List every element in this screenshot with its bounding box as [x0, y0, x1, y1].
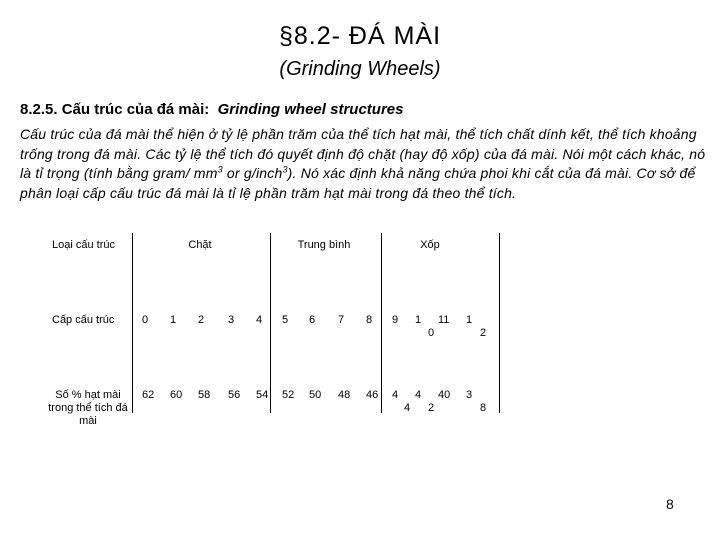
percent-cell: 54 [256, 389, 269, 401]
percent-cell: 3 [466, 389, 473, 401]
percent-cell: 4 [415, 389, 422, 401]
page-number: 8 [666, 496, 674, 512]
level-cell: 4 [256, 314, 263, 326]
level-cell: 11 [438, 314, 450, 326]
header-type-label: Loại cấu trúc [52, 239, 115, 251]
paragraph-text-1: Cấu trúc của đá mài thể hiện ở tỷ lệ phần trăm của thể tích hạt mài, thể tích chất dính kết, thể tích khoảng trống trong đá mài. Các tỷ lệ thể tích đó quyết định độ chặt (hay độ xốp) của đá mài. Nói một cách khác, nó là tỉ trọng (tính bằng gram/ mm [20, 126, 706, 181]
header-medium: Trung bình [297, 239, 351, 251]
percent-cell: 50 [309, 389, 322, 401]
percent-cell: 46 [366, 389, 379, 401]
table-divider [132, 233, 133, 413]
superscript-1: 3 [217, 164, 223, 175]
table-divider [499, 233, 500, 413]
level-cell: 8 [366, 314, 373, 326]
level-cell: 6 [309, 314, 316, 326]
paragraph-text-3: ). Nó xác định khả năng chứa phoi khi cắt của đá mài. Cơ sở để phân loại cấp cấu trúc đá mài là tỉ lệ phần trăm hạt mài trong đá theo thể tích. [20, 165, 696, 201]
level-cell-wrap: 2 [480, 327, 487, 339]
section-english-title: Grinding wheel structures [217, 101, 404, 118]
percent-cell: 4 [392, 389, 399, 401]
percent-cell-wrap: 2 [428, 402, 435, 414]
table-divider [270, 233, 271, 413]
page-title: §8.2- ĐÁ MÀI [278, 22, 442, 50]
header-dense: Chặt [188, 239, 212, 251]
level-cell: 1 [170, 314, 177, 326]
level-cell: 2 [198, 314, 205, 326]
percent-cell-wrap: 4 [404, 402, 411, 414]
percent-cell-wrap: 8 [480, 402, 487, 414]
level-cell: 1 [415, 314, 422, 326]
superscript-2: 3 [282, 164, 288, 175]
level-cell: 7 [338, 314, 345, 326]
row-label-level: Cấp cấu trúc [52, 314, 115, 326]
table-divider [381, 233, 382, 413]
percent-cell: 56 [228, 389, 241, 401]
percent-cell: 58 [198, 389, 211, 401]
level-cell: 3 [228, 314, 235, 326]
level-cell: 1 [466, 314, 473, 326]
percent-cell: 60 [170, 389, 183, 401]
percent-cell: 52 [282, 389, 295, 401]
row-label-percent: Số % hạt mài trong thể tích đá mài [48, 389, 128, 427]
level-cell-wrap: 0 [428, 327, 435, 339]
percent-cell: 48 [338, 389, 351, 401]
percent-cell: 62 [142, 389, 155, 401]
header-open: Xốp [420, 239, 440, 251]
section-number-title: 8.2.5. Cấu trúc của đá mài: [20, 101, 210, 118]
level-cell: 0 [142, 314, 149, 326]
paragraph-text-2: or g/inch [222, 165, 283, 181]
level-cell: 5 [282, 314, 289, 326]
percent-cell: 40 [438, 389, 451, 401]
level-cell: 9 [392, 314, 399, 326]
page-subtitle: (Grinding Wheels) [279, 58, 441, 80]
